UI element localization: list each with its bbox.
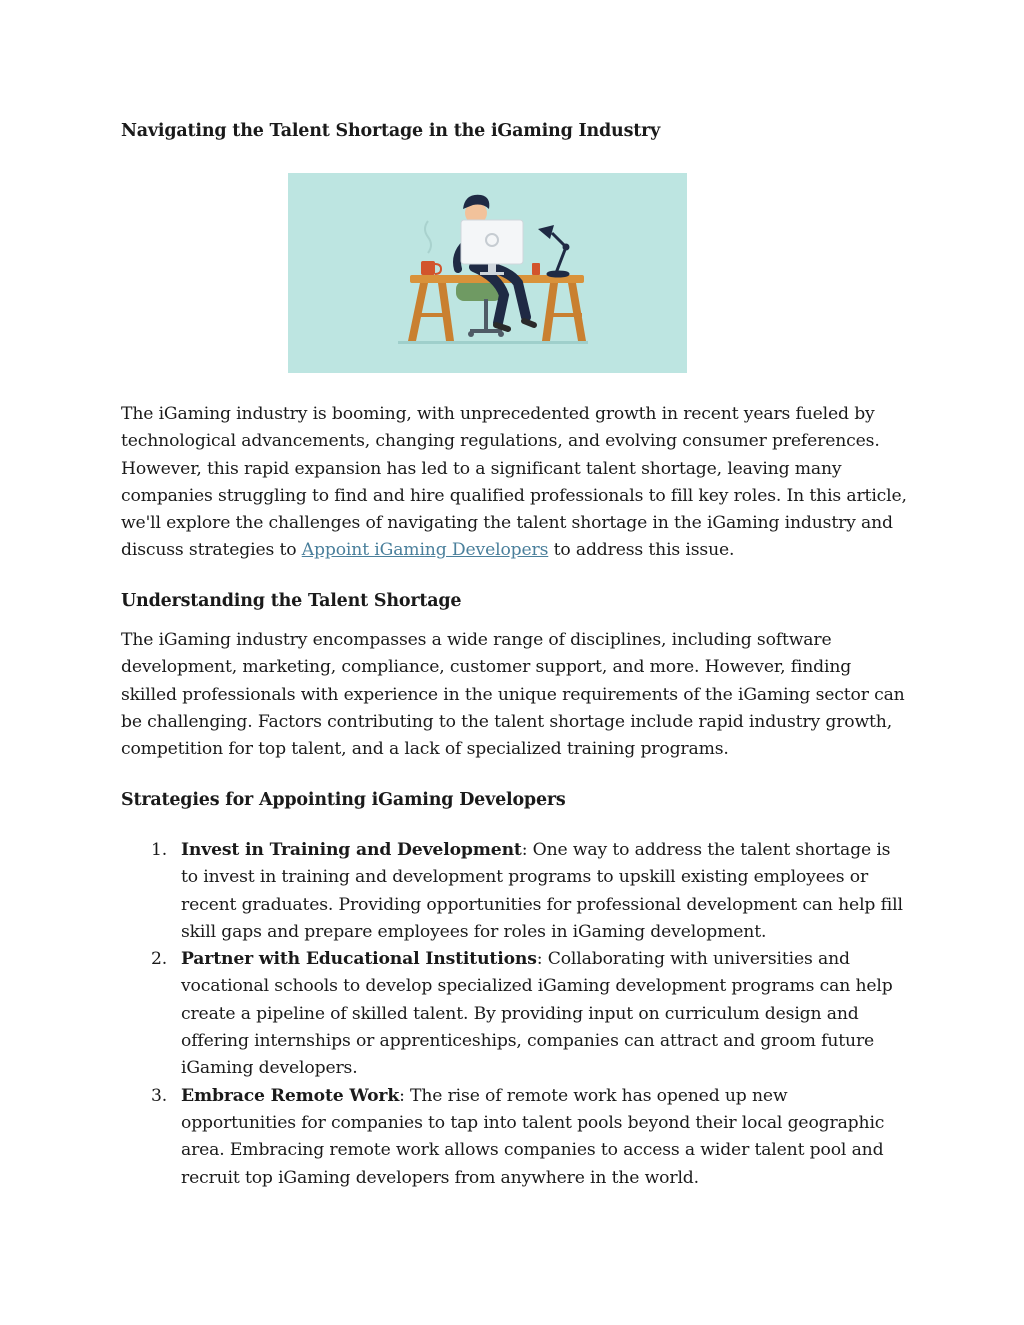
appoint-igaming-developers-link[interactable]: Appoint iGaming Developers xyxy=(301,540,549,561)
section-heading-understanding: Understanding the Talent Shortage xyxy=(121,591,462,611)
hero-illustration xyxy=(288,173,687,373)
section-heading-strategies: Strategies for Appointing iGaming Developers xyxy=(121,790,566,810)
list-item-text: : The rise of remote work has opened up new opportunities for companies to tap into talent pools beyond their local geographic area. Embracing remote work allows companies to access a wider talent pool and recruit top iGaming developers from anywhere in the world. xyxy=(181,1085,885,1188)
list-item-number: 3. xyxy=(151,1085,168,1106)
intro-text-after: to address this issue. xyxy=(548,540,735,561)
list-item-title: Embrace Remote Work xyxy=(181,1085,400,1106)
floor-shadow xyxy=(398,341,588,344)
intro-paragraph xyxy=(121,401,911,565)
phone-icon xyxy=(532,263,540,275)
list-item-text: : Collaborating with universities and vocational schools to develop specialized iGaming development programs can help create a pipeline of skilled talent. By providing input on curriculum design and offering internships or apprenticeships, companies can attract and groom future iGaming developers. xyxy=(181,949,893,1079)
list-item-title: Partner with Educational Institutions xyxy=(181,949,537,970)
desk-lamp-icon xyxy=(538,225,568,276)
list-item xyxy=(121,837,906,946)
coffee-mug-icon xyxy=(421,261,441,275)
list-item xyxy=(121,946,906,1082)
list-item xyxy=(121,1083,906,1192)
list-item-number: 2. xyxy=(151,949,168,970)
developer-at-desk-illustration xyxy=(288,173,687,373)
strategies-list xyxy=(121,837,906,1192)
understanding-paragraph: The iGaming industry encompasses a wide range of disciplines, including software development, marketing, compliance, customer support, and more. However, finding skilled professionals with experience in the unique requirements of the iGaming sector can be challenging. Factors contributing to the talent shortage include rapid industry growth, competition for top talent, and a lack of specialized training programs. xyxy=(121,630,905,760)
list-item-number: 1. xyxy=(151,840,168,860)
list-item-title: Invest in Training and Development xyxy=(181,840,522,860)
intro-text-before: The iGaming industry is booming, with unprecedented growth in recent years fueled by technological advancements, changing regulations, and evolving consumer preferences. However, this rapid expansion has led to a significant talent shortage, leaving many companies struggling to find and hire qualified professionals to fill key roles. In this article, we'll explore the challenges of navigating the talent shortage in the iGaming industry and discuss strategies to xyxy=(121,404,907,561)
steam-icon xyxy=(425,221,431,253)
document-title: Navigating the Talent Shortage in the iGaming Industry xyxy=(121,121,661,141)
list-item-text: : One way to address the talent shortage is to invest in training and development programs to upskill existing employees or recent graduates. Providing opportunities for professional development can help fill skill gaps and prepare employees for roles in iGaming development. xyxy=(181,840,903,942)
